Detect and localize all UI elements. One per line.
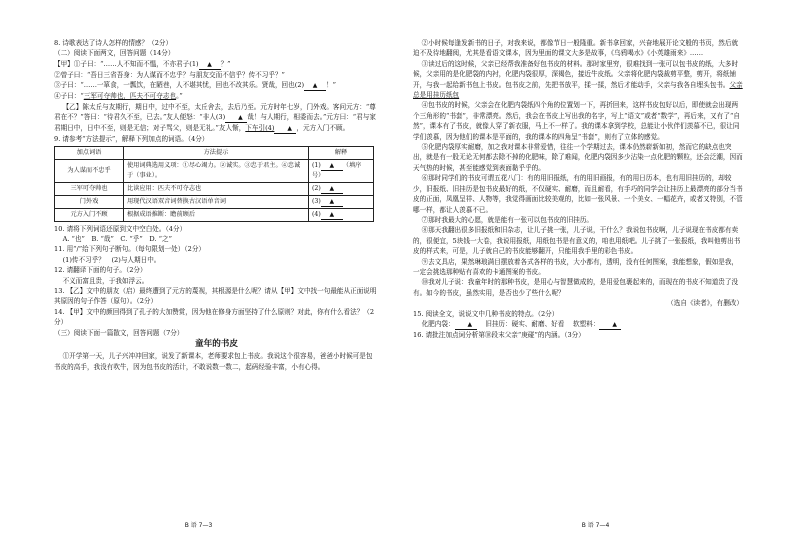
question-8: 8. 诗歌表达了诗人怎样的情感？（2分） <box>54 39 173 47</box>
text-jia-1-b: ？” <box>220 59 231 68</box>
table-header: 方法提示 <box>124 147 309 160</box>
essay-paragraph-4: ④包书皮的时候，父亲会在化肥内袋纸四个角的位置划一下，再折回来，这样书皮包好以后，即使就会出现两个三角形的“书套”，非常漂亮。然后，我会在书皮上写出我的名字，写上“语文”或者“数学”，再后来，又有了“自然”，课本有了书皮，就像人穿了新衣服，马上不一样了。我的课本拿到学校，总能让小伙伴们羡慕不已，很让同学们羡慕，因为他们的课本是平面的，我的课本的四角呈“书套”，则有了立体的感觉。 <box>413 101 740 141</box>
answer-number: (4) <box>312 210 321 218</box>
triangle-icon: ▲ <box>238 114 243 122</box>
table-cell-tip: 比读应用：匹夫不可夺志也 <box>124 182 309 195</box>
answer-blank[interactable] <box>321 162 343 171</box>
table-cell-answer[interactable] <box>309 208 374 221</box>
left-column <box>54 38 379 372</box>
answer-old-calendar: 旧挂历：硬实、耐磨、好看 <box>485 319 565 328</box>
question-9: 9. 请参考“方法提示”，解释下列加点的词语。（4分） <box>54 135 209 144</box>
text-jia-4 <box>54 91 379 101</box>
table-cell-tip: 使用词典选用义项：①尽心竭力。②诚实。③忠于君主。④忠诚于（事业）。 <box>124 160 309 183</box>
text-yi-a: 【乙】陈太丘与友期行，期日中，过中不至，太丘舍去，去后乃至。元方时年七岁，门外戏。客问元方：“尊君在不？”答曰：“待君久不至，已去。”友人便怒：“非人(3) <box>54 102 376 122</box>
table-header-row <box>55 147 374 160</box>
table-cell-word: 为人谋而不忠乎 <box>55 160 124 183</box>
table-row <box>55 195 374 208</box>
question-14: 14. 【甲】文中的颜回得到了孔子的大加赞赏，因为他在修身方面坚持了什么原则？对此，你有什么看法？（2分） <box>54 307 375 327</box>
text-yi-c: ，元方入门不顾。 <box>296 124 350 133</box>
table-row <box>55 182 374 195</box>
answer-label-fertilizer-bag: 化肥内袋： <box>421 319 455 328</box>
table-cell-answer[interactable] <box>309 182 374 195</box>
question-15: 15. 阅读全文，说说文中几种书皮的特点。（2分） <box>413 309 559 318</box>
text-yi-b: 哉！与人期行，相委而去。”元方曰：“君与家君期日中，日中不至，则是无信；对子骂父，则是无礼。”友人惭， <box>54 113 376 133</box>
table-header: 解释 <box>309 147 374 160</box>
answer-blank[interactable] <box>321 185 343 194</box>
essay-paragraph-3-underlined: 父亲总是用挂历纸包 <box>413 80 743 100</box>
table-cell-answer[interactable] <box>309 195 374 208</box>
text-yi-underlined: 下车引(4) <box>245 124 275 133</box>
right-column <box>413 38 743 340</box>
triangle-icon: ▲ <box>329 197 335 205</box>
essay-paragraph-6: ⑥那时同学们的书皮可谓五花八门：有的用旧报纸，有的用旧画报，有的用日历本，也有用旧挂历的，却较少，旧报纸、旧挂历是包书皮最好的纸，不仅硬实、耐磨，而且耐看，有手巧的同学会让挂历上最漂亮的部分当书皮的正面，凤凰呈祥、人物等，我觉得画面比较美观的，比如一张风景、一个美女、一幅花卉，或者又特别，不管哪一样，都让人羡慕不已。 <box>413 174 743 214</box>
question-15-answers <box>413 319 743 330</box>
table-cell-tip: 用现代汉语双音词替换古汉语单音词 <box>124 195 309 208</box>
table-cell-word: 元方入门不顾 <box>55 208 124 221</box>
essay-title: 童年的书皮 <box>195 339 238 350</box>
table-cell-word: 门外戏 <box>55 195 124 208</box>
answer-blank[interactable] <box>199 60 221 70</box>
triangle-icon: ▲ <box>287 125 293 133</box>
text-jia-4-underlined: 三军可夺帅也，匹夫不可夺志也 <box>83 92 177 101</box>
answer-number: (3) <box>312 197 321 205</box>
text-jia-4-a: ④子曰：“ <box>54 92 84 101</box>
triangle-icon: ▲ <box>329 210 335 218</box>
question-13: 13. 【乙】文中的朋友（启）最终遭到了元方的蔑视，其根源是什么呢？请从【甲】文中找一句最能从正面说明其原因的句子作答（原句）。（2分） <box>54 287 377 306</box>
essay-paragraph-7: ⑦那时我最大的心愿，就是能有一张可以包书皮的旧挂历。 <box>421 215 594 224</box>
essay-paragraph-9: ⑨去文具店，果然琳琅满目摆放着各式各样的书皮，大小都有，透明，没有任何图案，我能想象，假如是我，一定会挑选那种贴有喜欢的卡通图案的书皮。 <box>413 257 739 276</box>
answer-blank[interactable] <box>225 113 247 123</box>
essay-paragraph-8: ⑧那天我翻出很多旧报纸和旧杂志，让儿子挑一张，儿子说，干什么？我说包书皮啊，儿子说现在书皮都有卖的，很便宜，5块钱一大卷，我说用报纸，用纸包书是有意义的，咱也用纸吧。儿子挑了一张报纸，我叫他剪出书皮的样式来，可是，儿子就自己的书皮能够翻开，只能用我手里的彩色书皮。 <box>413 226 741 256</box>
answer-blank[interactable] <box>304 81 326 91</box>
triangle-icon: ▲ <box>207 60 212 68</box>
answer-blank[interactable] <box>455 320 477 330</box>
page-footer-right: B 语 7—4 <box>581 522 610 529</box>
text-jia-3-b: ！” <box>326 81 337 90</box>
section-3-heading: （三）阅读下面一篇散文，回答问题（7分） <box>54 328 184 337</box>
page-footer-left: B 语 7—3 <box>184 522 213 529</box>
table-cell-word: 三军可夺帅也 <box>55 182 124 195</box>
triangle-icon: ▲ <box>329 162 335 170</box>
essay-paragraph-10: ⑩我对儿子说：我童年时的那种书皮，是用心与智慧做成的，是用爱包裹起来的，而现在的书皮不知道贵了没有。如今的书皮，虽然实用，是否也少了些什么呢？ <box>413 278 739 297</box>
essay-paragraph-3 <box>413 59 743 101</box>
essay-paragraph-3-text: ③读过后的这时候，父亲已经帮我准备好包书皮的材料。那时家里穷，很难找到一张可以包书皮的纸，大多时候，父亲用的是化肥袋的内衬，化肥内袋很厚，深褐色，接近牛皮纸。父亲将化肥内袋裁剪平整，剪开，将纸铺开，与我一起给新书包上书皮。包书皮之前，先把书放平，揉一揉，然后才能动手，父亲与我各自埋头包书。 <box>413 59 739 89</box>
essay-paragraph-2: ②小时候每逢发新书的日子，对我来说，都像节日一般隆重。新书拿回家，兴奋地展开论文般的书页，然后就迫不及待地翻阅，尤其是看语文课本，因为里面的课文大多是故事，《乌鸦喝水》《小英雄雨来》…… <box>413 39 739 58</box>
question-10: 10. 请将下列词语还原到文中空白处。（4分） <box>54 224 187 233</box>
question-12-sentence: 不义而富且贵，于我如浮云。 <box>62 276 149 285</box>
triangle-icon: ▲ <box>612 320 618 328</box>
question-11-sentences: (1)传不习乎？ (2)与人期日中。 <box>62 255 161 264</box>
question-11: 11. 用“/”给下列句子断句。（每句限划一处）（2分） <box>54 245 206 254</box>
answer-note: （填序号） <box>312 162 362 180</box>
triangle-icon: ▲ <box>467 320 473 328</box>
essay-paragraph-5: ⑤化肥内袋厚实耐磨，加之我对课本非常爱惜，往往一个学期过去，课本仍然崭新如初，然而它的缺点也突出，就是有一股无论无何都去除不掉的化肥味，除了难闻，化肥内袋因多少沾染一点化肥的颗粒，还会泛潮，因而天气热的时候，甚至能感觉到表面黏乎乎的。 <box>413 143 743 172</box>
answer-label-soft-plastic: 软塑料： <box>573 319 600 328</box>
section-2-heading: （二）阅读下面两文，回答问题（14分） <box>54 49 175 58</box>
table-cell-answer[interactable] <box>309 160 374 183</box>
table-cell-tip: 根据成语推断：瞻前顾后 <box>124 208 309 221</box>
question-12: 12. 请翻译下面的句子。（2分） <box>54 266 147 275</box>
essay-source: （选自《读者》，有删改） <box>667 299 743 308</box>
triangle-icon: ▲ <box>312 82 318 90</box>
question-16: 16. 请批注加点词分析第⑩段末父亲“庚碰”的内涵。（3分） <box>413 330 585 339</box>
text-jia-2: ②曾子曰：“吾日三省吾身：为人谋而不忠乎？与朋友交而不信乎？传不习乎？” <box>54 70 285 79</box>
answer-blank[interactable] <box>599 320 621 330</box>
answer-blank[interactable] <box>321 198 343 207</box>
vocab-table <box>54 146 374 221</box>
table-header: 加点词语 <box>55 147 124 160</box>
text-jia-3-a: ③子曰：“……一箪食，一瓢饮，在陋巷，人不堪其忧，回也不改其乐。贤哉，回也(2) <box>54 81 305 90</box>
answer-number: (2) <box>312 184 321 192</box>
answer-blank[interactable] <box>321 211 343 220</box>
text-jia-1-a: 【甲】①子曰：“……人不知而不愠，不亦君子(1) <box>54 59 199 68</box>
question-10-options: A. “也” B. “哉” C. “乎” D. “之” <box>62 235 172 244</box>
table-row <box>55 208 374 221</box>
text-jia-1 <box>54 59 379 70</box>
text-jia-4-b: 。” <box>176 92 183 101</box>
right-page <box>397 0 794 539</box>
table-row <box>55 160 374 183</box>
answer-number: (1) <box>312 162 321 170</box>
text-yi <box>54 102 379 134</box>
triangle-icon: ▲ <box>329 184 335 192</box>
essay-paragraph-1: ①开学第一天，儿子兴冲冲回家，说发了新课本，老师要求包上书皮。我说这个很容易，爸爸小时候可是包书皮的高手，我没有吹牛，因为包书皮的活计，不敢说数一数二，起码经验丰富，小有心得。 <box>54 352 373 371</box>
text-jia-3 <box>54 80 379 91</box>
answer-blank[interactable] <box>274 124 296 134</box>
